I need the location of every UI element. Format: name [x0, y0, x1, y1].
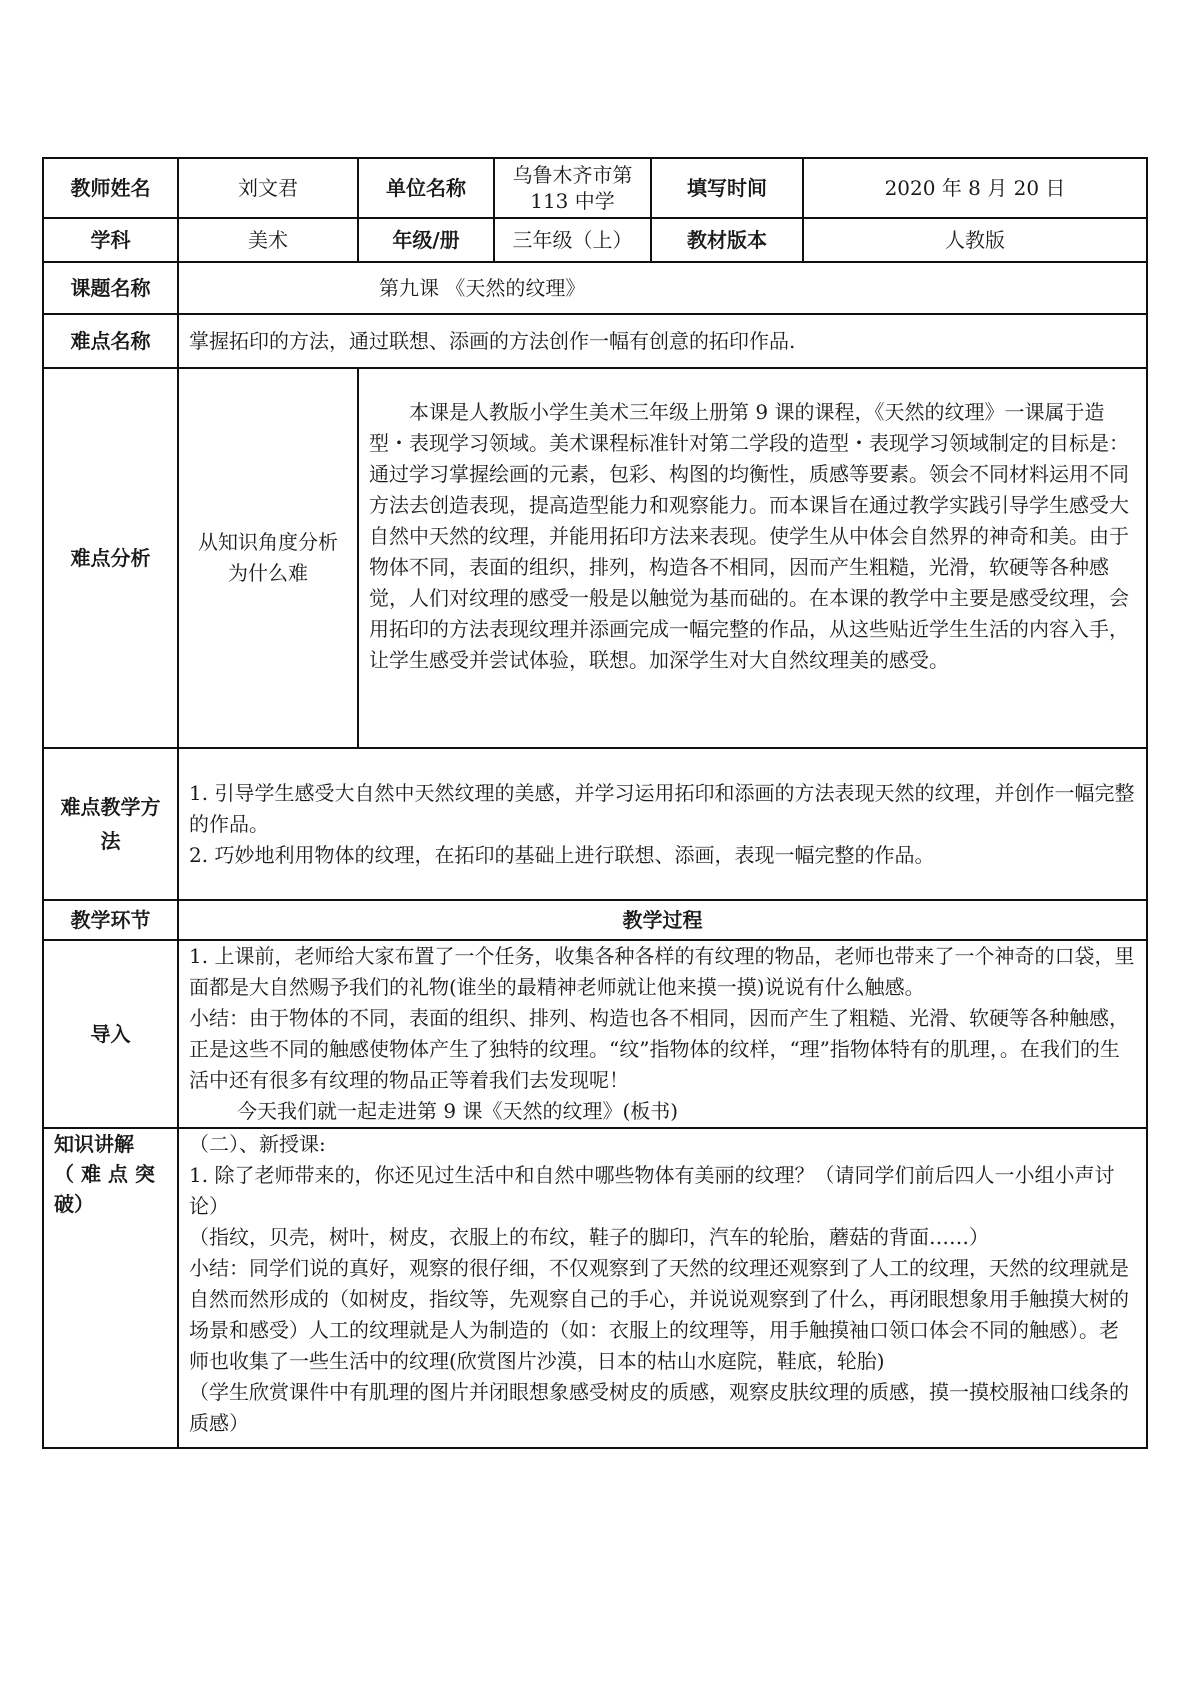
- row-analysis: [43, 368, 1147, 748]
- topic-label: 课题名称: [43, 262, 178, 314]
- knowledge-label-line2: （ 难 点 突: [54, 1162, 155, 1186]
- analysis-label: 难点分析: [43, 368, 178, 748]
- method-item-1: 1. 引导学生感受大自然中天然纹理的美感，并学习运用拓印和添画的方法表现天然的纹理，并创作一幅完整的作品。: [189, 780, 1135, 836]
- intro-paragraph-2: 小结：由于物体的不同，表面的组织、排列、构造也各不相同，因而产生了粗糙、光滑、软硬等各种触感，正是这些不同的触感使物体产生了独特的纹理。“纹”指物体的纹样，“理”指物体特有的肌理，。在我们的生活中还有很多有纹理的物品正等着我们去发现呢！: [189, 1006, 1129, 1092]
- analysis-sub-label-line1: 从知识角度分析: [198, 530, 338, 554]
- intro-label: 导入: [43, 940, 178, 1128]
- unit-name-line2: 113 中学: [530, 189, 615, 213]
- knowledge-paragraph-5: （学生欣赏课件中有肌理的图片并闭眼想象感受树皮的质感，观察皮肤纹理的质感，摸一摸校服袖口线条的质感）: [189, 1380, 1129, 1435]
- intro-content: [178, 940, 1147, 1128]
- analysis-sub-label: [178, 368, 358, 748]
- fill-date-label: 填写时间: [651, 158, 803, 218]
- subject-label: 学科: [43, 218, 178, 262]
- method-label-line2: 法: [100, 829, 121, 853]
- edition-label: 教材版本: [651, 218, 803, 262]
- grade-label: 年级/册: [358, 218, 494, 262]
- knowledge-paragraph-3: （指纹，贝壳，树叶，树皮，衣服上的布纹，鞋子的脚印，汽车的轮胎，蘑菇的背面……）: [189, 1225, 989, 1249]
- row-intro: [43, 940, 1147, 1128]
- row-difficulty: [43, 314, 1147, 368]
- method-item-2: 2. 巧妙地利用物体的纹理，在拓印的基础上进行联想、添画，表现一幅完整的作品。: [189, 842, 935, 867]
- method-content: [178, 748, 1147, 900]
- row-method: [43, 748, 1147, 900]
- row-process-header: [43, 900, 1147, 940]
- difficulty-value: 掌握拓印的方法，通过联想、添画的方法创作一幅有创意的拓印作品.: [178, 314, 1147, 368]
- intro-paragraph-1: 1. 上课前，老师给大家布置了一个任务，收集各种各样的有纹理的物品，老师也带来了一个神奇的口袋，里面都是大自然赐予我们的礼物(谁坐的最精神老师就让他来摸一摸)说说有什么触感。: [189, 944, 1135, 999]
- knowledge-paragraph-2: 1. 除了老师带来的，你还见过生活中和自然中哪些物体有美丽的纹理？（请同学们前后四人一小组小声讨论）: [189, 1163, 1115, 1218]
- knowledge-label-line3: 破）: [54, 1192, 94, 1216]
- method-label: [43, 748, 178, 900]
- row-teacher: [43, 158, 1147, 218]
- unit-name-value: [494, 158, 651, 218]
- lesson-plan-table: [42, 157, 1148, 1449]
- knowledge-label-line1: 知识讲解: [54, 1132, 134, 1156]
- process-stage-header: 教学环节: [43, 900, 178, 940]
- method-label-line1: 难点教学方: [60, 795, 161, 819]
- knowledge-label: [43, 1128, 178, 1448]
- difficulty-label: 难点名称: [43, 314, 178, 368]
- subject-value: 美术: [178, 218, 358, 262]
- edition-value: 人教版: [803, 218, 1147, 262]
- row-knowledge: [43, 1128, 1147, 1448]
- analysis-sub-label-line2: 为什么难: [228, 561, 308, 585]
- teacher-name-value: 刘文君: [178, 158, 358, 218]
- process-content-header: 教学过程: [178, 900, 1147, 940]
- row-subject: [43, 218, 1147, 262]
- teacher-name-label: 教师姓名: [43, 158, 178, 218]
- intro-paragraph-3: 今天我们就一起走进第 9 课《天然的纹理》(板书): [237, 1099, 679, 1123]
- unit-name-line1: 乌鲁木齐市第: [512, 163, 633, 187]
- row-topic: [43, 262, 1147, 314]
- knowledge-paragraph-4: 小结：同学们说的真好，观察的很仔细，不仅观察到了天然的纹理还观察到了人工的纹理，天然的纹理就是自然而然形成的（如树皮，指纹等，先观察自己的手心，并说说观察到了什么，再闭眼想象用手触摸大树的场景和感受）人工的纹理就是人为制造的（如：衣服上的纹理等，用手触摸袖口领口体会不同的触感）。老师也收集了一些生活中的纹理(欣赏图片沙漠，日本的枯山水庭院，鞋底，轮胎): [189, 1256, 1129, 1373]
- unit-name-label: 单位名称: [358, 158, 494, 218]
- knowledge-content: [178, 1128, 1147, 1448]
- fill-date-value: 2020 年 8 月 20 日: [803, 158, 1147, 218]
- analysis-text: 本课是人教版小学生美术三年级上册第 9 课的课程，《天然的纹理》一课属于造型・表现学习领域。美术课程标准针对第二学段的造型・表现学习领域制定的目标是：通过学习掌握绘画的元素，包彩、构图的均衡性，质感等要素。领会不同材料运用不同方法去创造表现，提高造型能力和观察能力。而本课旨在通过教学实践引导学生感受大自然中天然的纹理，并能用拓印方法来表现。使学生从中体会自然界的神奇和美。由于物体不同，表面的组织，排列，构造各不相同，因而产生粗糙，光滑，软硬等各种感觉，人们对纹理的感受一般是以触觉为基而础的。在本课的教学中主要是感受纹理，会用拓印的方法表现纹理并添画完成一幅完整的作品，从这些贴近学生生活的内容入手，让学生感受并尝试体验，联想。加深学生对大自然纹理美的感受。: [358, 368, 1147, 748]
- topic-value: 第九课 《天然的纹理》: [178, 262, 1147, 314]
- knowledge-paragraph-1: （二）、新授课:: [189, 1132, 326, 1156]
- grade-value: 三年级（上）: [494, 218, 651, 262]
